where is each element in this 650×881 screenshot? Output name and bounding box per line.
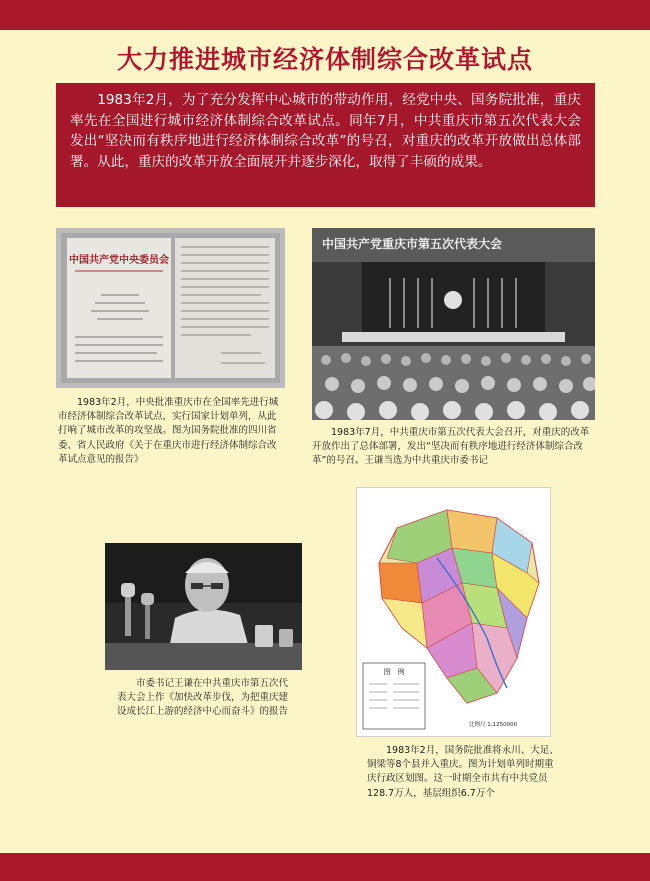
page-title: 大力推进城市经济体制综合改革试点 (116, 45, 533, 74)
document-header-text: 中国共产党中央委员会 (69, 255, 169, 266)
congress-caption: 1983年7月，中共重庆市第五次代表大会召开，对重庆的改革开放作出了总体部署，发出“坚决而有秩序地进行经济体制综合改革”的号召。王谦当选为中共重庆市委书记 (312, 427, 590, 467)
congress-photo (312, 228, 595, 420)
speaker-image (105, 543, 302, 670)
bottom-banner (0, 853, 650, 881)
document-image (61, 233, 280, 383)
map-scale-text: 比例尺 1:1250000 (469, 722, 518, 728)
document-caption: 1983年2月，中央批准重庆市在全国率先进行城市经济体制综合改革试点，实行国家计划单列，从此打响了城市改革的攻坚战。图为国务院批准的四川省委、省人民政府《关于在重庆市进行经济体制综合改革试点意见的报告》 (58, 397, 279, 465)
speaker-photo (105, 543, 302, 670)
congress-banner-text: 中国共产党重庆市第五次代表大会 (322, 237, 503, 251)
intro-paragraph: 1983年2月，为了充分发挥中心城市的带动作用，经党中央、国务院批准，重庆率先在全国进行城市经济体制综合改革试点。同年7月，中共重庆市第五次代表大会发出“坚决而有秩序地进行经济体制综合改革”的号召，对重庆的改革开放做出总体部署。从此，重庆的改革开放全面展开并逐步深化，取得了丰硕的成果。 (56, 83, 595, 207)
map-legend-title: 图 例 (383, 668, 405, 676)
top-banner (0, 0, 650, 30)
map-image (357, 488, 550, 736)
document-photo (56, 228, 285, 388)
map-caption: 1983年2月，国务院批准将永川、大足、铜梁等8个县并入重庆。图为计划单列时期重庆行政区划图。这一时期全市共有中共党员128.7万人，基层组织6.7万个 (367, 745, 559, 799)
speaker-caption: 市委书记王谦在中共重庆市第五次代表大会上作《加快改革步伐，为把重庆建设成长江上游的经济中心而奋斗》的报告 (117, 678, 289, 718)
map-photo (356, 487, 551, 737)
congress-image (312, 228, 595, 420)
